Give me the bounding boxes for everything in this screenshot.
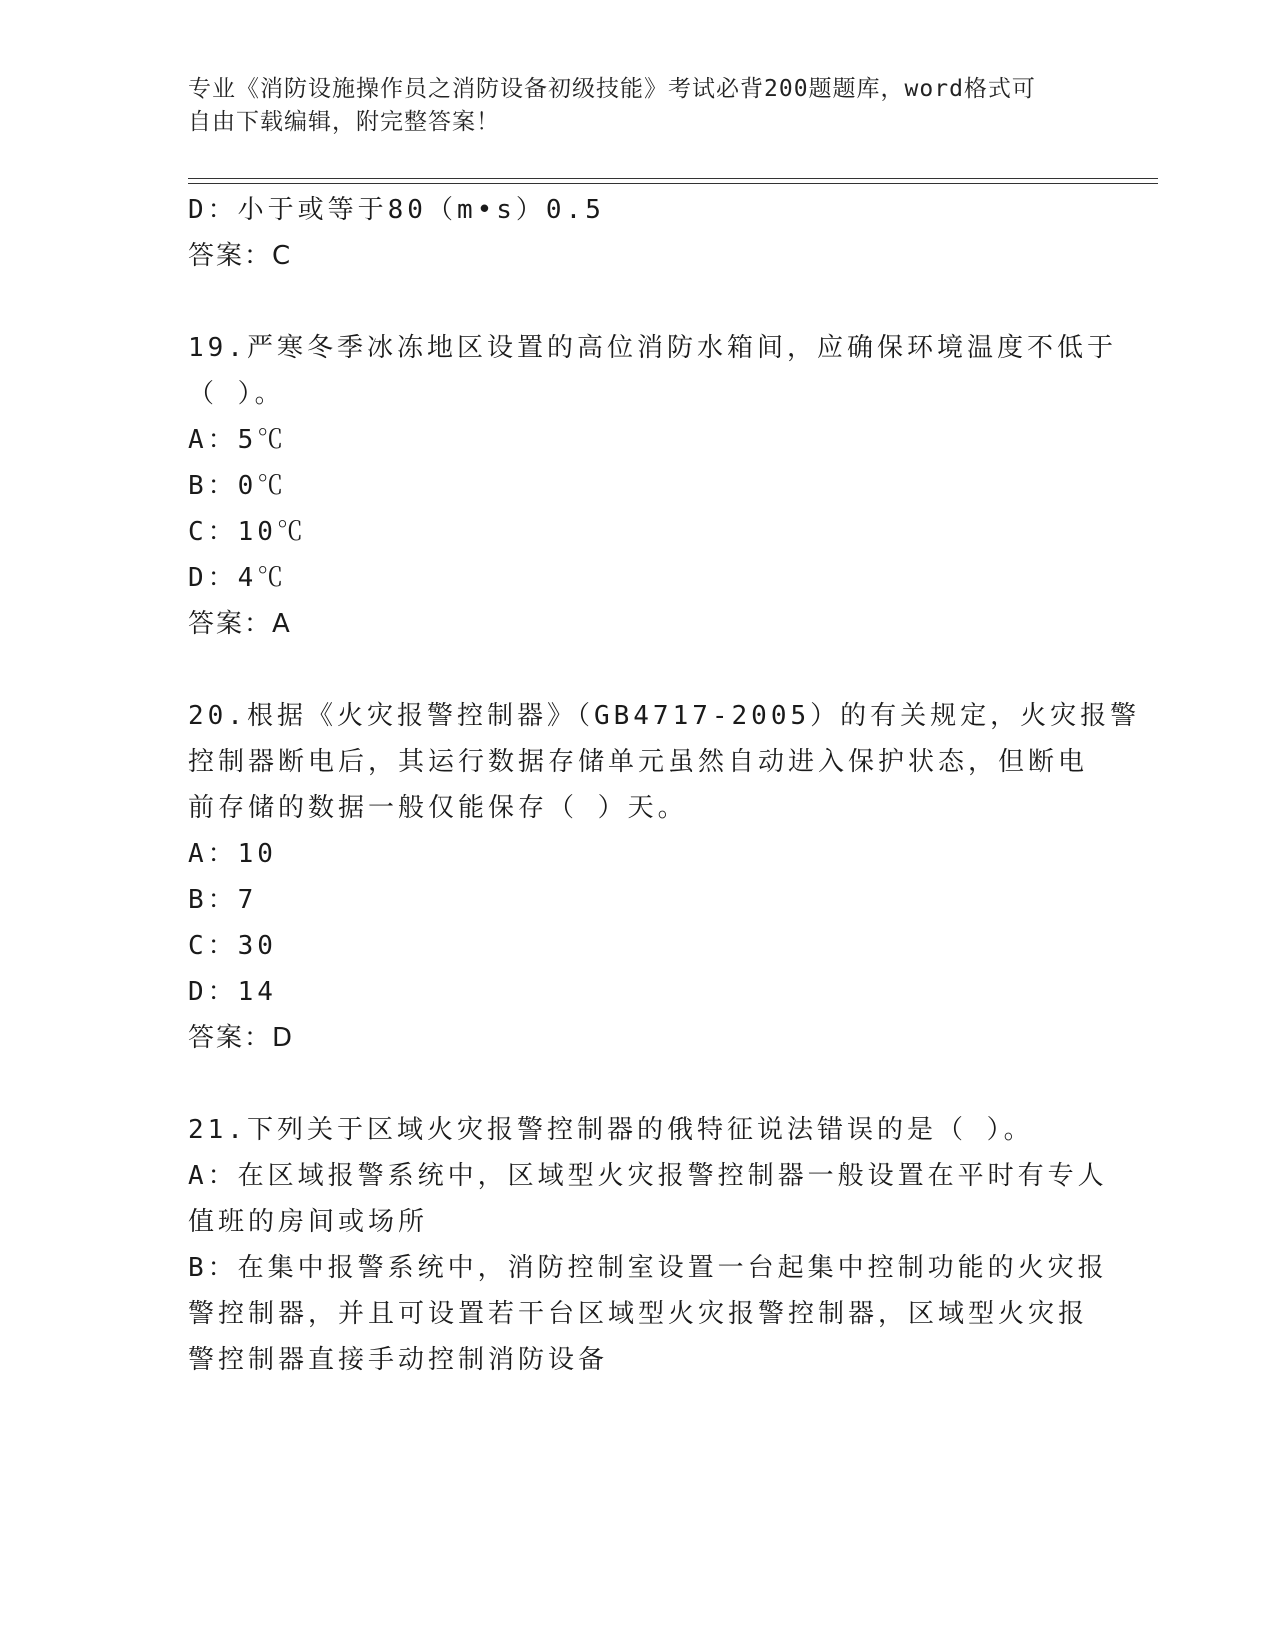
option-d: D：小于或等于80（m•s）0.5	[188, 195, 605, 225]
header-divider-top	[188, 178, 1158, 179]
answer-line: 答案：D	[188, 1023, 295, 1053]
option-a: A：10	[188, 839, 277, 869]
header-line-2: 自由下载编辑，附完整答案！	[188, 109, 500, 135]
option-a: A：在区域报警系统中，区域型火灾报警控制器一般设置在平时有专人	[188, 1161, 1108, 1191]
option-c: C：30	[188, 931, 277, 961]
question-19	[188, 325, 1117, 647]
question-stem: 控制器断电后，其运行数据存储单元虽然自动进入保护状态，但断电	[188, 747, 1089, 777]
option-d: D：4℃	[188, 563, 288, 593]
option-b-continued: 警控制器直接手动控制消防设备	[188, 1345, 609, 1375]
question-18-tail	[188, 187, 1088, 279]
option-b-continued: 警控制器，并且可设置若干台区域型火灾报警控制器，区域型火灾报	[188, 1299, 1089, 1329]
spacer	[188, 1061, 1088, 1107]
question-stem: 20.根据《火灾报警控制器》（GB4717-2005）的有关规定，火灾报警	[188, 701, 1141, 731]
option-c: C：10℃	[188, 517, 307, 547]
spacer	[188, 279, 1088, 325]
question-stem: 19.严寒冬季冰冻地区设置的高位消防水箱间，应确保环境温度不低于	[188, 333, 1117, 363]
option-a: A：5℃	[188, 425, 288, 455]
header-divider-bottom	[188, 183, 1158, 184]
question-stem: 21.下列关于区域火灾报警控制器的俄特征说法错误的是（ ）。	[188, 1115, 1034, 1145]
question-stem: （ ）。	[188, 379, 285, 409]
option-b: B：在集中报警系统中，消防控制室设置一台起集中控制功能的火灾报	[188, 1253, 1108, 1283]
document-header	[188, 73, 1068, 139]
option-b: B：7	[188, 885, 258, 915]
question-stem: 前存储的数据一般仅能保存（ ）天。	[188, 793, 688, 823]
question-21	[188, 1107, 1108, 1383]
option-d: D：14	[188, 977, 277, 1007]
question-20	[188, 693, 1141, 1061]
option-b: B：0℃	[188, 471, 288, 501]
option-a-continued: 值班的房间或场所	[188, 1207, 429, 1237]
spacer	[188, 647, 1088, 693]
answer-line: 答案：C	[188, 241, 293, 271]
question-list	[188, 187, 1141, 1383]
header-line-1: 专业《消防设施操作员之消防设备初级技能》考试必背200题题库，word格式可	[188, 76, 1036, 102]
answer-line: 答案：A	[188, 609, 292, 639]
